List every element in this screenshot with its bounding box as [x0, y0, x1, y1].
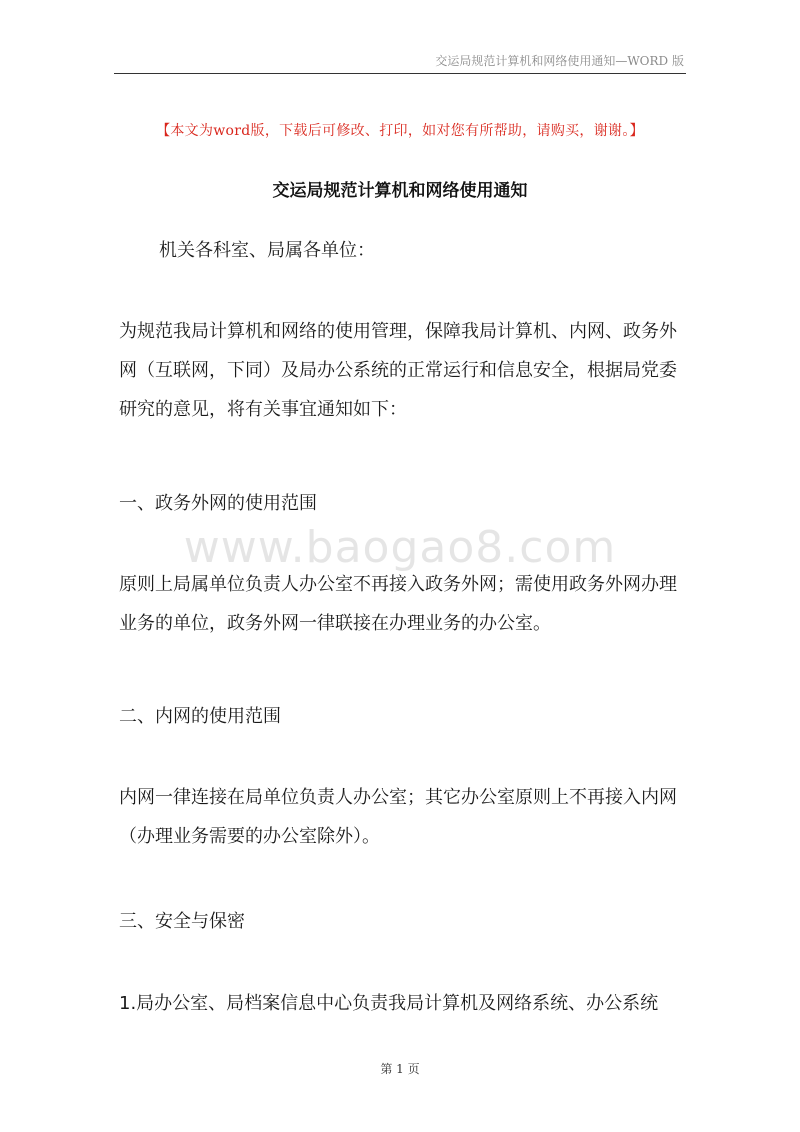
salutation: 机关各科室、局属各单位： [159, 240, 375, 261]
header-divider [114, 73, 686, 74]
section-body-3: 1.局办公室、局档案信息中心负责我局计算机及网络系统、办公系统 [119, 993, 659, 1014]
watermark: www.baogao8.com [183, 522, 617, 573]
page-number: 第 1 页 [380, 1062, 420, 1076]
intro-paragraph: 为规范我局计算机和网络的使用管理，保障我局计算机、内网、政务外网（互联网，下同）及局办公系统的正常运行和信息安全，根据局党委研究的意见，将有关事宜通知如下： [119, 321, 677, 420]
document-title: 交运局规范计算机和网络使用通知 [272, 181, 528, 201]
section-body-2: 内网一律连接在局单位负责人办公室；其它办公室原则上不再接入内网（办理业务需要的办公室除外）。 [119, 787, 677, 847]
purchase-notice: 【本文为word版，下载后可修改、打印，如对您有所帮助，请购买，谢谢。】 [156, 123, 644, 139]
section-heading-3: 三、安全与保密 [119, 911, 245, 932]
section-heading-1: 一、政务外网的使用范围 [119, 493, 317, 514]
running-header: 交运局规范计算机和网络使用通知—WORD 版 [435, 54, 684, 68]
section-body-1: 原则上局属单位负责人办公室不再接入政务外网；需使用政务外网办理业务的单位，政务外网一律联接在办理业务的办公室。 [119, 574, 677, 634]
section-heading-2: 二、内网的使用范围 [119, 706, 281, 727]
